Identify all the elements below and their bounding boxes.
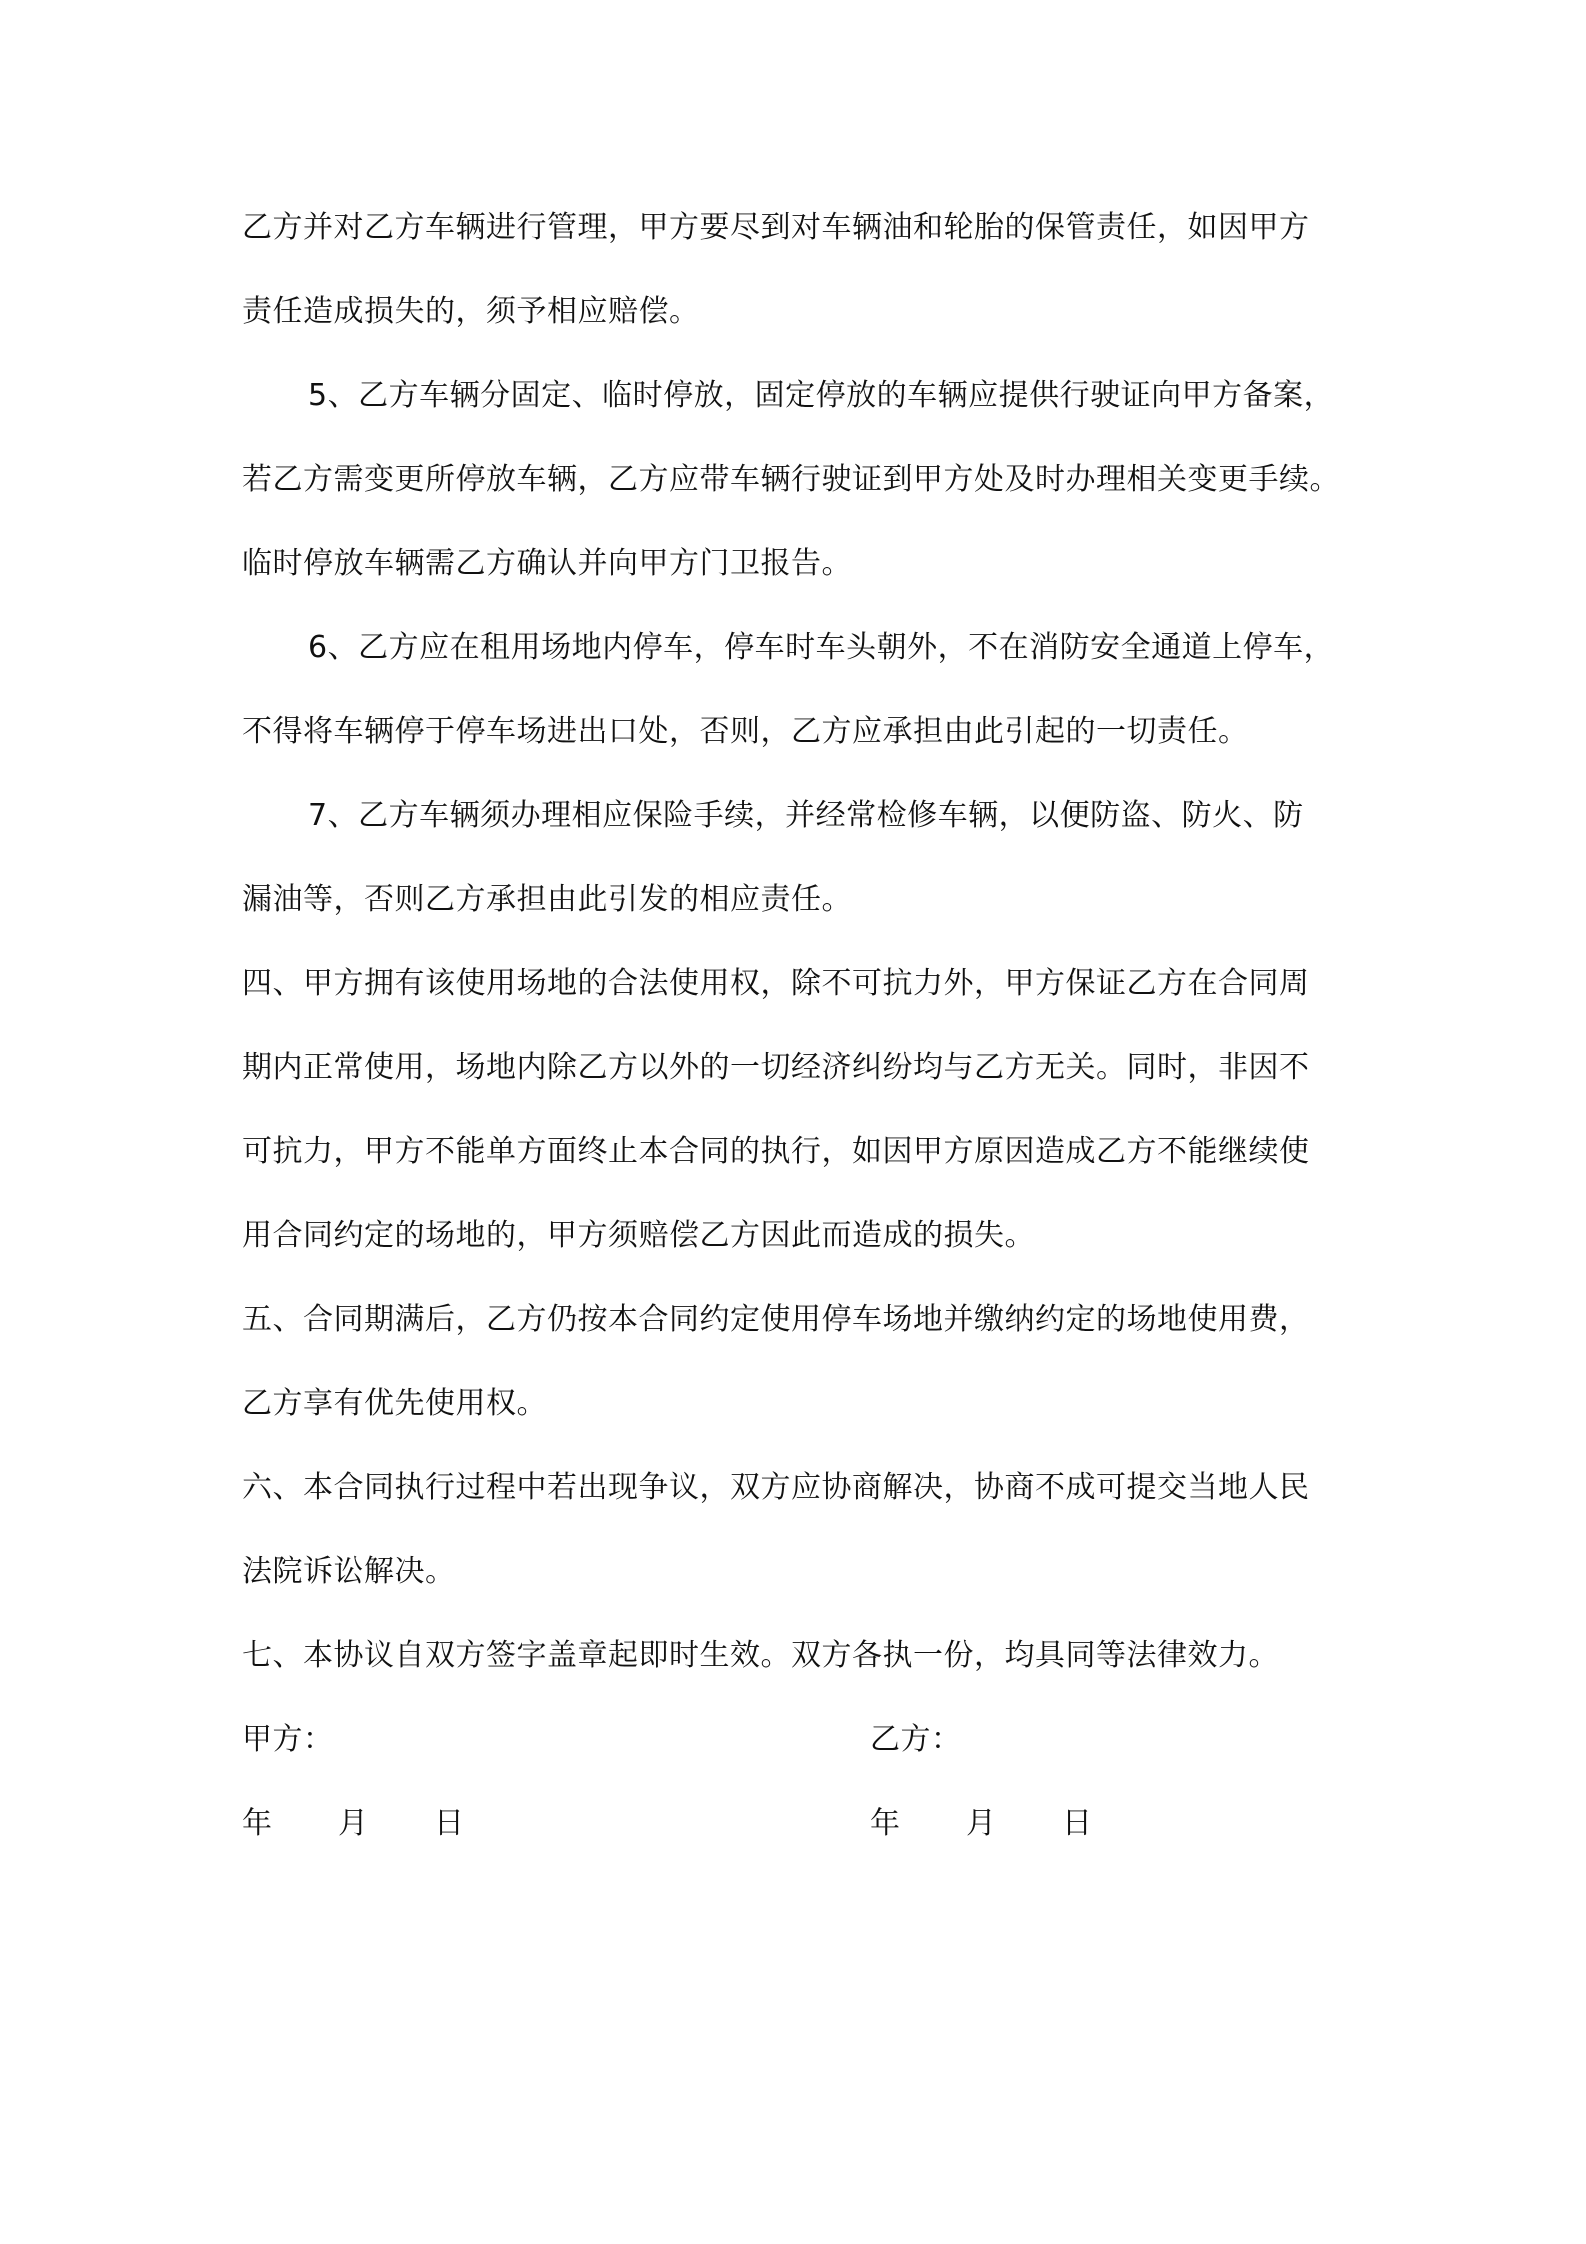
text-line: 可抗力，甲方不能单方面终止本合同的执行，如因甲方原因造成乙方不能继续使 [242,1134,1310,1169]
section-4-line: 四、甲方拥有该使用场地的合法使用权，除不可抗力外，甲方保证乙方在合同周 [242,966,1310,1001]
party-a-date-day: 日 [434,1806,465,1841]
text-line: 临时停放车辆需乙方确认并向甲方门卫报告。 [242,546,852,581]
text-line: 责任造成损失的，须予相应赔偿。 [242,294,700,329]
text-line: 乙方享有优先使用权。 [242,1386,547,1421]
party-b-date [870,1804,1370,1844]
section-5-line: 五、合同期满后，乙方仍按本合同约定使用停车场地并缴纳约定的场地使用费， [242,1302,1310,1337]
clause-6-line: 6、乙方应在租用场地内停车，停车时车头朝外，不在消防安全通道上停车， [308,630,1335,665]
party-b-date-month: 月 [966,1806,997,1841]
party-b-date-day: 日 [1062,1806,1093,1841]
party-a-date-year: 年 [242,1806,273,1841]
text-line: 不得将车辆停于停车场进出口处，否则，乙方应承担由此引起的一切责任。 [242,714,1249,749]
clause-5-line: 5、乙方车辆分固定、临时停放，固定停放的车辆应提供行驶证向甲方备案， [308,378,1335,413]
party-b-date-year: 年 [870,1806,901,1841]
text-line: 期内正常使用，场地内除乙方以外的一切经济纠纷均与乙方无关。同时，非因不 [242,1050,1310,1085]
party-a-date [242,1804,742,1844]
text-line: 若乙方需变更所停放车辆，乙方应带车辆行驶证到甲方处及时办理相关变更手续。 [242,462,1340,497]
section-7-line: 七、本协议自双方签字盖章起即时生效。双方各执一份，均具同等法律效力。 [242,1638,1279,1673]
party-b-signature-label: 乙方： [870,1722,962,1757]
text-line: 用合同约定的场地的，甲方须赔偿乙方因此而造成的损失。 [242,1218,1035,1253]
text-line: 乙方并对乙方车辆进行管理，甲方要尽到对车辆油和轮胎的保管责任，如因甲方 [242,210,1310,245]
text-line: 法院诉讼解决。 [242,1554,456,1589]
clause-7-line: 7、乙方车辆须办理相应保险手续，并经常检修车辆，以便防盗、防火、防 [308,798,1304,833]
text-line: 漏油等，否则乙方承担由此引发的相应责任。 [242,882,852,917]
party-a-date-month: 月 [338,1806,369,1841]
section-6-line: 六、本合同执行过程中若出现争议，双方应协商解决，协商不成可提交当地人民 [242,1470,1310,1505]
party-a-signature-label: 甲方： [242,1722,334,1757]
